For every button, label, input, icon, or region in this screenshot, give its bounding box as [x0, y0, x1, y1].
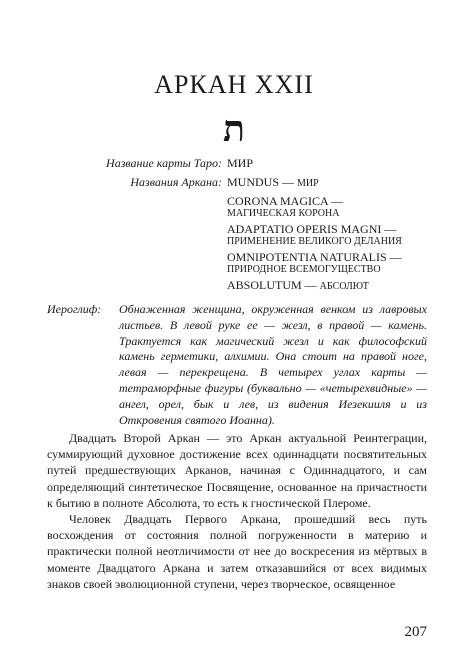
glyph-label: Иероглиф: [47, 302, 102, 316]
card-name-label: Название карты Таро: [106, 156, 222, 170]
page-number: 207 [404, 624, 427, 640]
body-text [47, 430, 427, 592]
card-name-value: МИР [227, 156, 254, 170]
hebrew-letter: ת [223, 109, 245, 149]
glyph-section [47, 302, 427, 428]
paragraph: Двадцать Второй Аркан — это Аркан актуальной Реинтеграции, суммирующий духовное достижение всех одиннадцати посвятительных путей предшествующих Арканов, начиная с Одиннадцатого, и сам определяющий синтетическое Посвящение, основанное на причастности к бытию в полноте Абсолюта, то есть к гностической Плероме. [47, 431, 427, 510]
page-title: АРКАН XXII [154, 70, 314, 99]
arcan-names-label: Названия Аркана: [130, 175, 222, 189]
glyph-text: Обнаженная женщина, окруженная венком из лавровых листьев. В левой руке ее — жезл, в правой — камень. Трактуется как магический жезл и как философский камень герметики, алхимии. Она стоит на правой ноге, левая — перекрещена. В четырех углах карты — тетраморфные фигуры (буквально — «четырехвидные» — ангел, орел, бык и лев, из видения Иезекииля и из Откровения святого Иоанна). [119, 302, 427, 427]
arcan-name-1: MUNDUS — МИР [227, 175, 319, 189]
paragraph: Человек Двадцать Первого Аркана, прошедший весь путь восхождения от состояния полной погруженности в материю и практически полной неотличимости от нее до воскресения из мёртвых в моменте Двадцатого Аркана и затем отказавшийся от всех видимых знаков своей эволюционной ступени, через творческое, освященное [47, 512, 427, 591]
